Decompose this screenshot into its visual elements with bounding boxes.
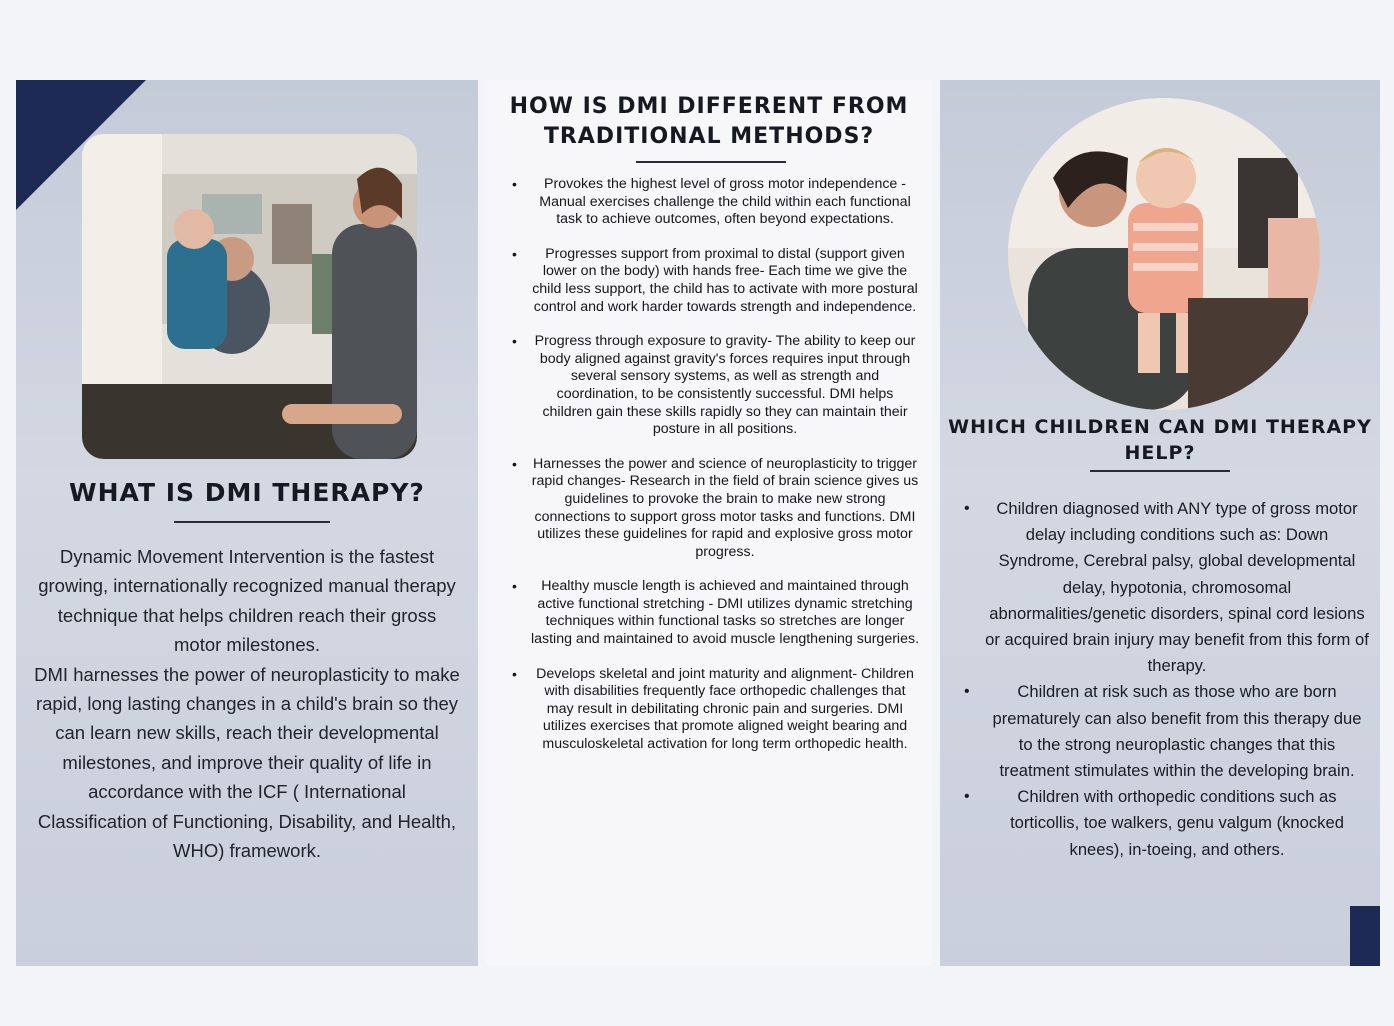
bullet-icon: •: [964, 788, 970, 806]
what-is-dmi-body: [34, 542, 460, 865]
heading-divider: [1090, 470, 1230, 472]
bullet-icon: •: [512, 245, 517, 262]
how-is-dmi-different-heading: HOW IS DMI DIFFERENT FROM TRADITIONAL METHODS?: [509, 94, 909, 149]
what-is-dmi-heading: WHAT IS DMI THERAPY?: [69, 478, 425, 507]
list-item-text: Progresses support from proximal to distal (support given lower on the body) with hands free- Each time we give the child less support, the child has to activate with more postural control and work harder towards strength and independence.: [532, 245, 918, 315]
bullet-icon: •: [512, 333, 517, 350]
list-item: [506, 666, 920, 754]
body-paragraph: DMI harnesses the power of neuroplasticity to make rapid, long lasting changes in a child's brain so they can learn new skills, reach their developmental milestones, and improve their quality of life in accordance with the ICF ( International Classification of Functioning, Disability, and Health, WHO) framework.: [34, 663, 460, 862]
list-item-text: Children at risk such as those who are born prematurely can also benefit from this therapy due to the strong neuroplastic changes that this treatment stimulates within the developing brain.: [992, 682, 1362, 781]
list-item: [506, 246, 920, 316]
left-panel: [16, 80, 478, 966]
list-item-text: Develops skeletal and joint maturity and alignment- Children with disabilities frequently face orthopedic challenges that may result in debilitating chronic pain and surgeries. DMI utilizes exercises that promote aligned weight bearing and musculoskeletal activation for long term orthopedic health.: [536, 665, 914, 753]
list-item-text: Children diagnosed with ANY type of gross motor delay including conditions such as: Down Syndrome, Cerebral palsy, global developmental delay, hypotonia, chromosomal abnormalities/genetic disorders, spinal cord lesions or acquired brain injury may benefit from this form of therapy.: [985, 499, 1369, 676]
bullet-icon: •: [964, 683, 970, 701]
bullet-icon: •: [964, 500, 970, 517]
list-item-text: Children with orthopedic conditions such as torticollis, toe walkers, genu valgum (knocked knees), in-toeing, and others.: [1010, 787, 1344, 859]
heading-divider: [174, 521, 330, 523]
therapist-holding-toddler-photo: [1008, 98, 1320, 410]
list-item: [506, 578, 920, 648]
bullet-icon: •: [512, 176, 517, 192]
list-item: [506, 333, 920, 439]
bullet-icon: •: [512, 578, 517, 595]
list-item-text: Harnesses the power and science of neuroplasticity to trigger rapid changes- Research in the field of brain science gives us guidelines to provoke the brain to make new strong connections to support gross motor tasks and functions. DMI utilizes these guidelines for rapid and explosive gross motor progress.: [531, 455, 919, 560]
bullet-icon: •: [512, 665, 517, 682]
body-paragraph: Dynamic Movement Intervention is the fastest growing, internationally recognized manual therapy technique that helps children reach their gross motor milestones.: [38, 546, 456, 656]
eligible-children-list: [962, 496, 1370, 863]
bullet-icon: •: [512, 455, 517, 472]
list-item-text: Progress through exposure to gravity- The ability to keep our body aligned against gravity's forces requires input through several sensory systems, as well as strength and coordination, to be consistently successful. DMI helps children gain these skills rapidly so they can maintain their posture in all positions.: [534, 333, 916, 438]
list-item-text: Healthy muscle length is achieved and maintained through active functional stretching - DMI utilizes dynamic stretching techniques within functional tasks so stretches are longer lasting and maintained to avoid muscle lengthening surgeries.: [530, 578, 920, 648]
list-item-text: Provokes the highest level of gross motor independence - Manual exercises challenge the child within each functional task to achieve outcomes, often beyond expectations.: [539, 176, 911, 228]
list-item: [506, 176, 920, 229]
list-item: [962, 679, 1370, 784]
right-panel: [940, 80, 1380, 966]
therapist-lifting-baby-photo: [82, 134, 417, 459]
middle-panel: [486, 80, 932, 966]
which-children-heading: WHICH CHILDREN CAN DMI THERAPY HELP?: [948, 416, 1372, 464]
list-item: [506, 456, 920, 562]
list-item: [962, 784, 1370, 863]
differences-list: [506, 176, 920, 771]
list-item: [962, 496, 1370, 679]
heading-divider: [636, 161, 786, 163]
navy-corner-tab: [1350, 906, 1380, 966]
